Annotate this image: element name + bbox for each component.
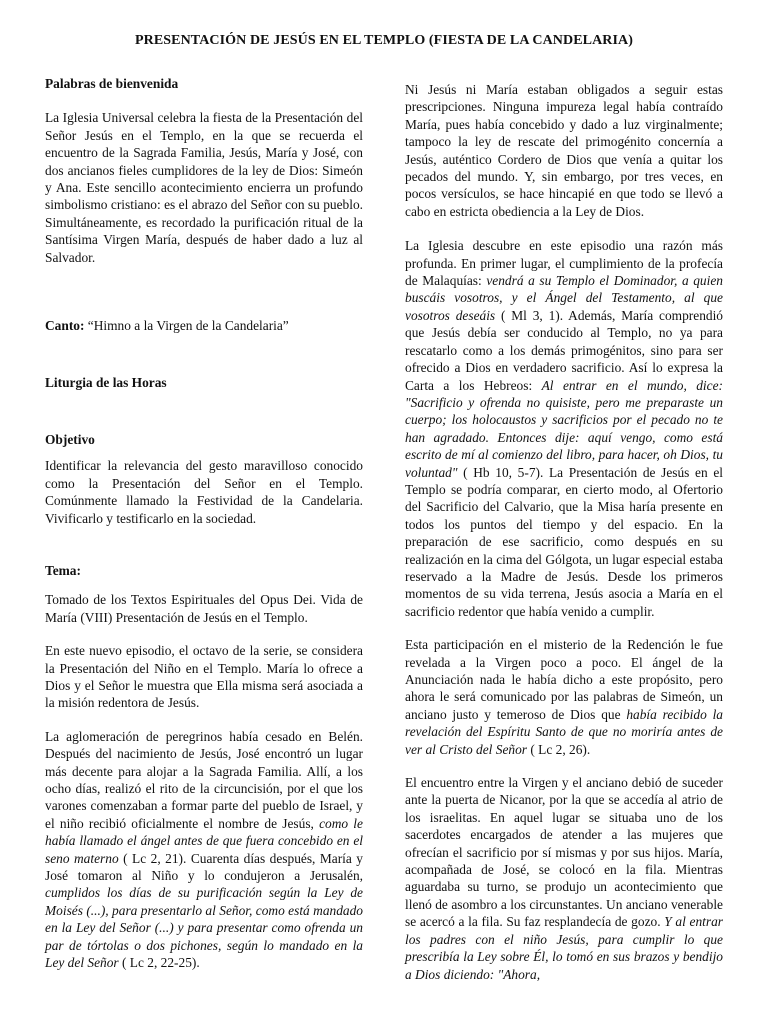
paragraph-bienvenida: La Iglesia Universal celebra la fiesta de la Presentación del Señor Jesús en el Templo, en la que se recuerda el encuentro de la Sagrada Familia, Jesús, María y José, con dos ancianos fieles cumplidores de la ley de Dios: Simeón y Ana. Este sencillo acontecimiento encierra un profundo simbolismo cristiano: es el abrazo del Señor con su pueblo. Simultáneamente, es recordado la purificación ritual de la Santísima Virgen María, después de haber dado a luz al Salvador. [45, 110, 363, 265]
p4-text-a: El encuentro entre la Virgen y el anciano debió de suceder ante la puerta de Nicanor, por la que se accedía al atrio de los israelitas. En aquel lugar se situaba uno de los sacerdotes encargados de atender a las mujeres que ofrecían el sacrificio por sí mismas y por sus hijos. María, acompañada de José, se colocó en la fila. Mientras aguardaba su turno, se produjo un acontecimiento que llenó de asombro a los circunstantes. Un anciano venerable se acercó a la fila. Su faz resplandecía de gozo. [405, 775, 723, 930]
p2-text-c: ( Ml 3, 1). Además, María comprendió que Jesús debía ser conducido al Templo, no ya para rescatarlo como a los demás primogénitos, sino para ser ofrecido a Dios en verdadero sacrificio. Así lo expresa la Carta a los Hebreos: [405, 307, 724, 393]
right-column [405, 81, 723, 999]
tema3-text-e: ( Lc 2, 22-25). [118, 955, 200, 971]
heading-tema: Tema: [45, 562, 81, 578]
canto-line [45, 317, 363, 334]
p2-text-a: La Iglesia descubre en este episodio una razón más profunda. En primer lugar, el cumplimiento de la profecía de Malaquías: [405, 238, 723, 289]
tema3-text-c: ( Lc 2, 21). Cuarenta días después, María y José tomaron al Niño y lo condujeron a Jerusalén, [45, 850, 364, 883]
heading-objetivo: Objetivo [45, 431, 95, 447]
paragraph-right-2 [405, 237, 723, 620]
paragraph-tema-3 [45, 728, 363, 972]
paragraph-right-1: Ni Jesús ni María estaban obligados a seguir estas prescripciones. Ninguna impureza legal había contraído María, pues había concebido y dado a luz virginalmente; tampoco la ley de rescate del primogénito concernía a Jesús, auténtico Cordero de Dios que venía a quitar los pecados del mundo. Y, sin embargo, por tres veces, en pocos versículos, se hace hincapié en que todo se llevó a cabo en estricta obediencia a la Ley de Dios. [405, 82, 723, 219]
heading-bienvenida: Palabras de bienvenida [45, 76, 179, 91]
p3-quote-b: había recibido la revelación del Espíritu Santo de que no moriría antes de ver al Cristo del Señor [405, 706, 723, 757]
p2-text-e: ( Hb 10, 5-7). La Presentación de Jesús en el Templo se podría comparar, en cierto modo, al Ofertorio del Sacrificio del Calvario, que la Misa haría presente en todos los puntos del tiempo y del espacio. En la preparación de ese sacrificio, como después en su realización en la cima del Gólgota, un lugar especial estaba reservado a la Madre de Jesús. Desde los primeros momentos de su vida terrena, Jesús asocia a María en el sacrificio redentor que había venido a cumplir. [405, 464, 723, 619]
p3-text-a: Esta participación en el misterio de la Redención le fue revelada a la Virgen poco a poco. El ángel de la Anunciación nada le había dicho a este propósito, pero ahora le será comunicado por las palabras de Simeón, un anciano justo y temeroso de Dios que [405, 637, 723, 722]
paragraph-tema-1: Tomado de los Textos Espirituales del Opus Dei. Vida de María (VIII) Presentación de Jesús en el Templo. [45, 592, 363, 625]
paragraph-right-3 [405, 636, 723, 758]
document-title: PRESENTACIÓN DE JESÚS EN EL TEMPLO (FIESTA DE LA CANDELARIA) [134, 33, 634, 48]
tema3-text-a: La aglomeración de peregrinos había cesado en Belén. Después del nacimiento de Jesús, José encontró un lugar más decente para alojar a la Sagrada Familia. Allí, a los ocho días, realizó el rito de la circuncisión, por el que los varones comenzaban a formar parte del pueblo de Israel, y el niño recibió oficialmente el nombre de Jesús, [45, 728, 363, 831]
paragraph-right-4 [405, 774, 723, 983]
paragraph-tema-2: En este nuevo episodio, el octavo de la serie, se considera la Presentación del Niño en el Templo. María lo ofrece a Dios y el Señor le muestra que Ella misma será asociada a la misión redentora de Jesús. [45, 643, 363, 711]
left-column [45, 75, 363, 987]
p2-quote-d: Al entrar en el mundo, dice: "Sacrificio y ofrenda no quisiste, pero me preparaste un cuerpo; los holocaustos y sacrificios por el pecado no te han agradado. Entonces dije: aquí vengo, como está escrito de mí al comienzo del libro, para hacer, oh Dios, tu voluntad" [405, 377, 723, 480]
canto-text: “Himno a la Virgen de la Candelaria” [84, 318, 289, 334]
p4-quote-b: Y al entrar los padres con el niño Jesús, para cumplir lo que prescribía la Ley sobre Él, lo tomó en sus brazos y bendijo a Dios diciendo: "Ahora, [405, 914, 723, 982]
heading-liturgia: Liturgia de las Horas [45, 375, 167, 391]
tema3-quote-d: cumplidos los días de su purificación según la Ley de Moisés (...), para presentarlo al Señor, como está mandado en la Ley del Señor (...) y para presentar como ofrenda un par de tórtolas o dos pichones, según lo mandado en la Ley del Señor [45, 885, 363, 971]
paragraph-objetivo: Identificar la relevancia del gesto maravilloso conocido como la Presentación del Señor en el Templo. Comúnmente llamado la Festividad de la Candelaria. Vivificarlo y testificarlo en la sociedad. [45, 458, 363, 526]
tema3-quote-b: como le había llamado el ángel antes de que fuera concebido en el seno materno [45, 815, 363, 866]
p2-quote-b: vendrá a su Templo el Dominador, a quien buscáis vosotros, y el Ángel del Testamento, al que vosotros deseáis [405, 273, 723, 323]
canto-label: Canto: [45, 318, 85, 334]
p3-text-c: ( Lc 2, 26). [527, 741, 591, 757]
